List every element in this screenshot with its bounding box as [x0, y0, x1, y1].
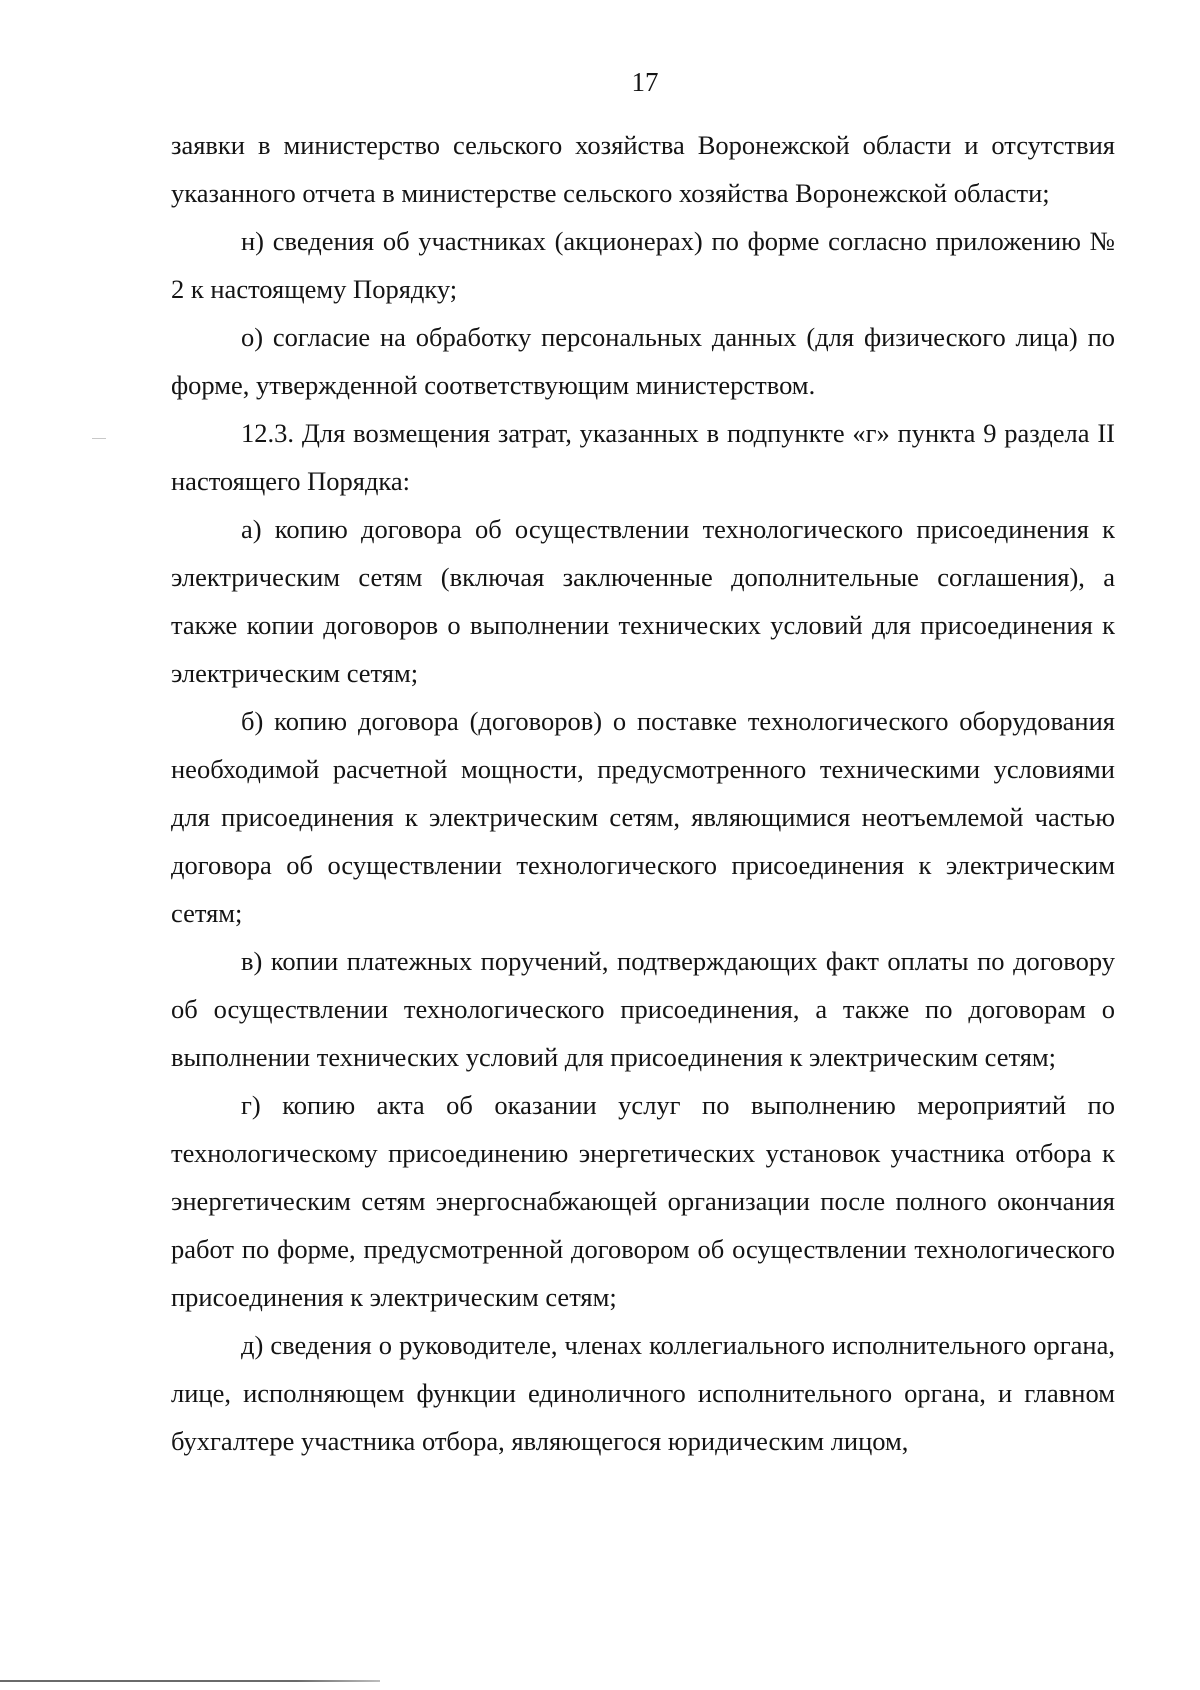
margin-mark	[92, 438, 106, 439]
paragraph-item-g: г) копию акта об оказании услуг по выполнению мероприятий по технологическому присоединению энергетических установок участника отбора к энергетическим сетям энергоснабжающей организации после полного окончания работ по форме, предусмотренной договором об осуществлении технологического присоединения к электрическим сетям;	[171, 1090, 1115, 1312]
paragraph-item-o: о) согласие на обработку персональных данных (для физического лица) по форме, утвержденной соответствующим министерством.	[171, 322, 1115, 400]
paragraph-item-d: д) сведения о руководителе, членах коллегиального исполнительного органа, лице, исполняющем функции единоличного исполнительного органа, и главном бухгалтере участника отбора, являющегося юридическим лицом,	[171, 1330, 1115, 1456]
paragraph-continuation: заявки в министерство сельского хозяйства Воронежской области и отсутствия указанного отчета в министерстве сельского хозяйства Воронежской области;	[171, 130, 1115, 208]
paragraph-clause-12-3: 12.3. Для возмещения затрат, указанных в подпункте «г» пункта 9 раздела II настоящего Порядка:	[171, 418, 1115, 496]
paragraph-item-n: н) сведения об участниках (акционерах) по форме согласно приложению № 2 к настоящему Порядку;	[171, 226, 1115, 304]
paragraph-item-a: а) копию договора об осуществлении технологического присоединения к электрическим сетям (включая заключенные дополнительные соглашения), а также копии договоров о выполнении технических условий для присоединения к электрическим сетям;	[171, 514, 1115, 688]
paragraph-item-v: в) копии платежных поручений, подтверждающих факт оплаты по договору об осуществлении технологического присоединения, а также по договорам о выполнении технических условий для присоединения к электрическим сетям;	[171, 946, 1115, 1072]
document-body	[171, 121, 1115, 1465]
scan-edge-line	[0, 1680, 380, 1682]
page-number: 17	[631, 67, 659, 97]
paragraph-item-b: б) копию договора (договоров) о поставке технологического оборудования необходимой расчетной мощности, предусмотренного техническими условиями для присоединения к электрическим сетям, являющимися неотъемлемой частью договора об осуществлении технологического присоединения к электрическим сетям;	[171, 706, 1115, 928]
